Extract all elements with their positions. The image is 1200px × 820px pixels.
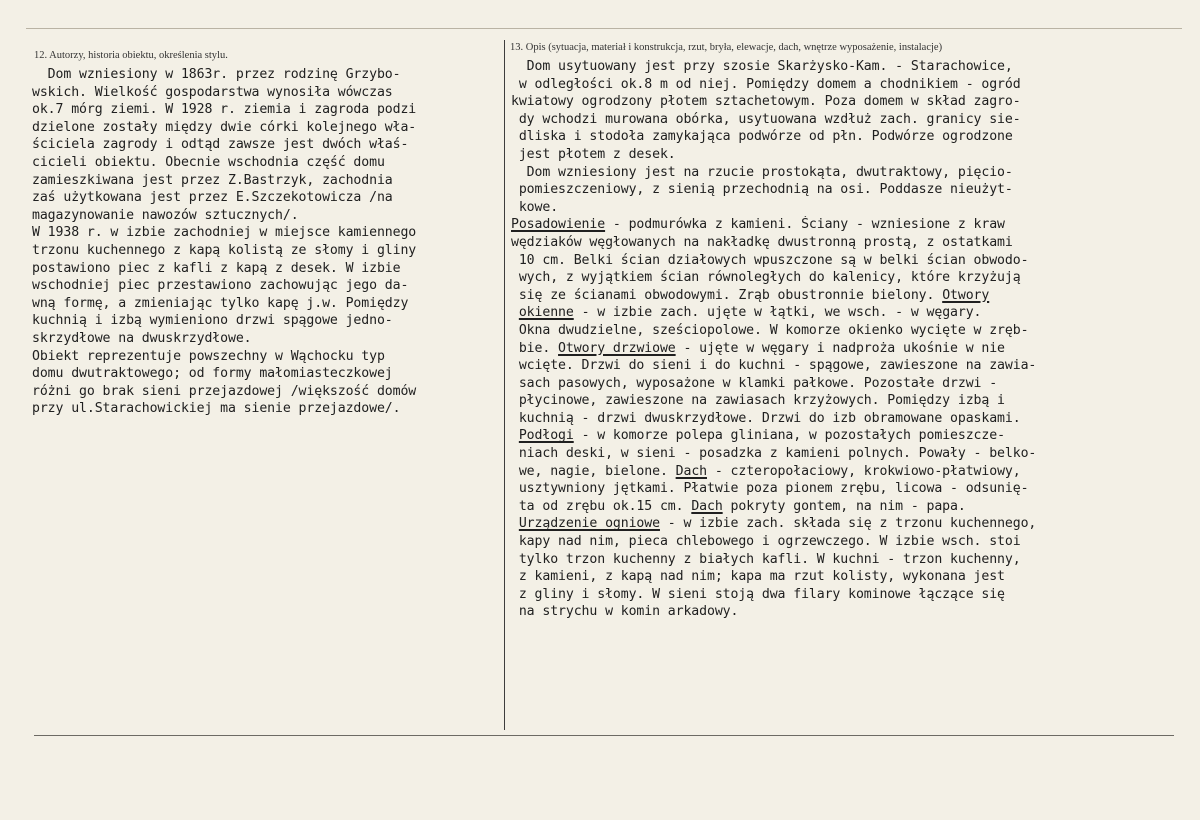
- text-line: ta od zrębu ok.15 cm. Dach pokryty gontem, na nim - papa.: [511, 498, 966, 514]
- text-line: z gliny i słomy. W sieni stoją dwa filary kominowe łączące się: [511, 586, 1005, 602]
- bottom-rule: [34, 735, 1174, 736]
- text-line: ok.7 mórg ziemi. W 1928 r. ziemia i zagroda podzi: [32, 102, 417, 118]
- text-line: się ze ścianami obwodowymi. Zrąb obustronnie bielony. Otwory: [511, 287, 990, 303]
- text-line: kapy nad nim, pieca chlebowego i ogrzewczego. W izbie wsch. stoi: [511, 534, 1021, 550]
- text-line: W 1938 r. w izbie zachodniej w miejsce kamiennego: [32, 225, 417, 241]
- text-line: tylko trzon kuchenny z białych kafli. W kuchni - trzon kuchenny,: [511, 551, 1021, 567]
- description-text: [511, 58, 1171, 621]
- text-line: kowe.: [511, 199, 559, 215]
- section-13-heading: 13. Opis (sytuacja, materiał i konstrukcja, rzut, bryła, elewacje, dach, wnętrze wyposażenie, instalacje): [510, 42, 943, 53]
- text-line: magazynowanie nawozów sztucznych/.: [32, 207, 299, 223]
- text-line: w odległości ok.8 m od niej. Pomiędzy domem a chodnikiem - ogród: [511, 76, 1021, 92]
- text-line: dy wchodzi murowana obórka, usytuowana wzdłuż zach. granicy sie-: [511, 111, 1021, 127]
- text-line: niach deski, w sieni - posadzka z kamieni polnych. Powały - belko-: [511, 446, 1037, 462]
- text-line: dzielone zostały między dwie córki kolejnego wła-: [32, 119, 417, 135]
- text-line: skrzydłowe na dwuskrzydłowe.: [32, 330, 252, 346]
- text-line: postawiono piec z kafli z kapą z desek. W izbie: [32, 260, 401, 276]
- text-line: na strychu w komin arkadowy.: [511, 604, 739, 620]
- text-line: z kamieni, z kapą nad nim; kapa ma rzut kolisty, wykonana jest: [511, 569, 1005, 585]
- text-line: trzonu kuchennego z kapą kolistą ze słomy i gliny: [32, 242, 417, 258]
- text-line: 10 cm. Belki ścian działowych wpuszczone są w belki ścian obwodo-: [511, 252, 1029, 268]
- text-line: wych, z wyjątkiem ścian równoległych do kalenicy, które krzyżują: [511, 270, 1021, 286]
- top-rule: [26, 28, 1182, 29]
- text-line: Dom wzniesiony jest na rzucie prostokąta, dwutraktowy, pięcio-: [511, 164, 1013, 180]
- text-line: zamieszkiwana jest przez Z.Bastrzyk, zachodnia: [32, 172, 393, 188]
- text-line: dliska i stodoła zamykająca podwórze od płn. Podwórze ogrodzone: [511, 129, 1013, 145]
- text-line: Okna dwudzielne, sześciopolowe. W komorze okienko wycięte w zręb-: [511, 322, 1029, 338]
- text-line: kuchnią i izbą wymieniono drzwi spągowe jedno-: [32, 313, 393, 329]
- text-line: Posadowienie - podmurówka z kamieni. Ściany - wzniesione z kraw: [511, 217, 1005, 233]
- text-line: wędziaków węgłowanych na nakładkę dwustronną prostą, z ostatkami: [511, 234, 1013, 250]
- text-line: sach pasowych, wyposażone w klamki pałkowe. Pozostałe drzwi -: [511, 375, 998, 391]
- text-line: różni go brak sieni przejazdowej /większość domów: [32, 383, 417, 399]
- text-line: wskich. Wielkość gospodarstwa wynosiła wówczas: [32, 84, 393, 100]
- text-line: Urządzenie ogniowe - w izbie zach. składa się z trzonu kuchennego,: [518, 516, 1037, 532]
- text-line: zaś użytkowana jest przez E.Szczekotowicza /na: [32, 190, 393, 206]
- column-divider: [504, 40, 505, 730]
- text-line: jest płotem z desek.: [511, 146, 676, 162]
- text-line: płycinowe, zawieszone na zawiasach krzyżowych. Pomiędzy izbą i: [511, 393, 1005, 409]
- text-line: ściciela zagrody i odtąd zawsze jest dwóch właś-: [32, 137, 409, 153]
- text-line: wcięte. Drzwi do sieni i do kuchni - spągowe, zawieszone na zawia-: [511, 358, 1037, 374]
- text-line: Dom usytuowany jest przy szosie Skarżysko-Kam. - Starachowice,: [511, 59, 1013, 74]
- text-line: Obiekt reprezentuje powszechny w Wąchocku typ: [32, 348, 385, 364]
- text-line: wschodniej piec przestawiono zachowując jego da-: [32, 278, 409, 294]
- text-line: we, nagie, bielone. Dach - czteropołaciowy, krokwiowo-płatwiowy,: [511, 463, 1021, 479]
- text-line: kuchnią - drzwi dwuskrzydłowe. Drzwi do izb obramowane opaskami.: [511, 410, 1021, 426]
- text-line: przy ul.Starachowickiej ma sienie przejazdowe/.: [32, 401, 401, 417]
- text-line: bie. Otwory drzwiowe - ujęte w węgary i nadproża ukośnie w nie: [511, 340, 1005, 356]
- section-12-heading: 12. Autorzy, historia obiektu, określenia stylu.: [34, 50, 228, 61]
- text-line: kwiatowy ogrodzony płotem sztachetowym. Poza domem w skład zagro-: [511, 94, 1021, 110]
- text-line: okienne - w izbie zach. ujęte w łątki, we wsch. - w węgary.: [518, 305, 982, 321]
- text-line: pomieszczeniowy, z sienią przechodnią na osi. Poddasze nieużyt-: [511, 182, 1013, 198]
- text-line: cicieli obiektu. Obecnie wschodnia część domu: [32, 154, 385, 170]
- text-line: Podłogi - w komorze polepa gliniana, w pozostałych pomieszcze-: [518, 428, 1005, 444]
- text-line: domu dwutraktowego; od formy małomiasteczkowej: [32, 366, 393, 382]
- text-line: wną formę, a zmieniając tylko kapę j.w. Pomiędzy: [32, 295, 409, 311]
- text-line: usztywniony jętkami. Płatwie poza pionem zrębu, licowa - odsunię-: [511, 481, 1029, 497]
- text-line: Dom wzniesiony w 1863r. przez rodzinę Grzybo-: [32, 67, 401, 82]
- history-text: [32, 66, 502, 418]
